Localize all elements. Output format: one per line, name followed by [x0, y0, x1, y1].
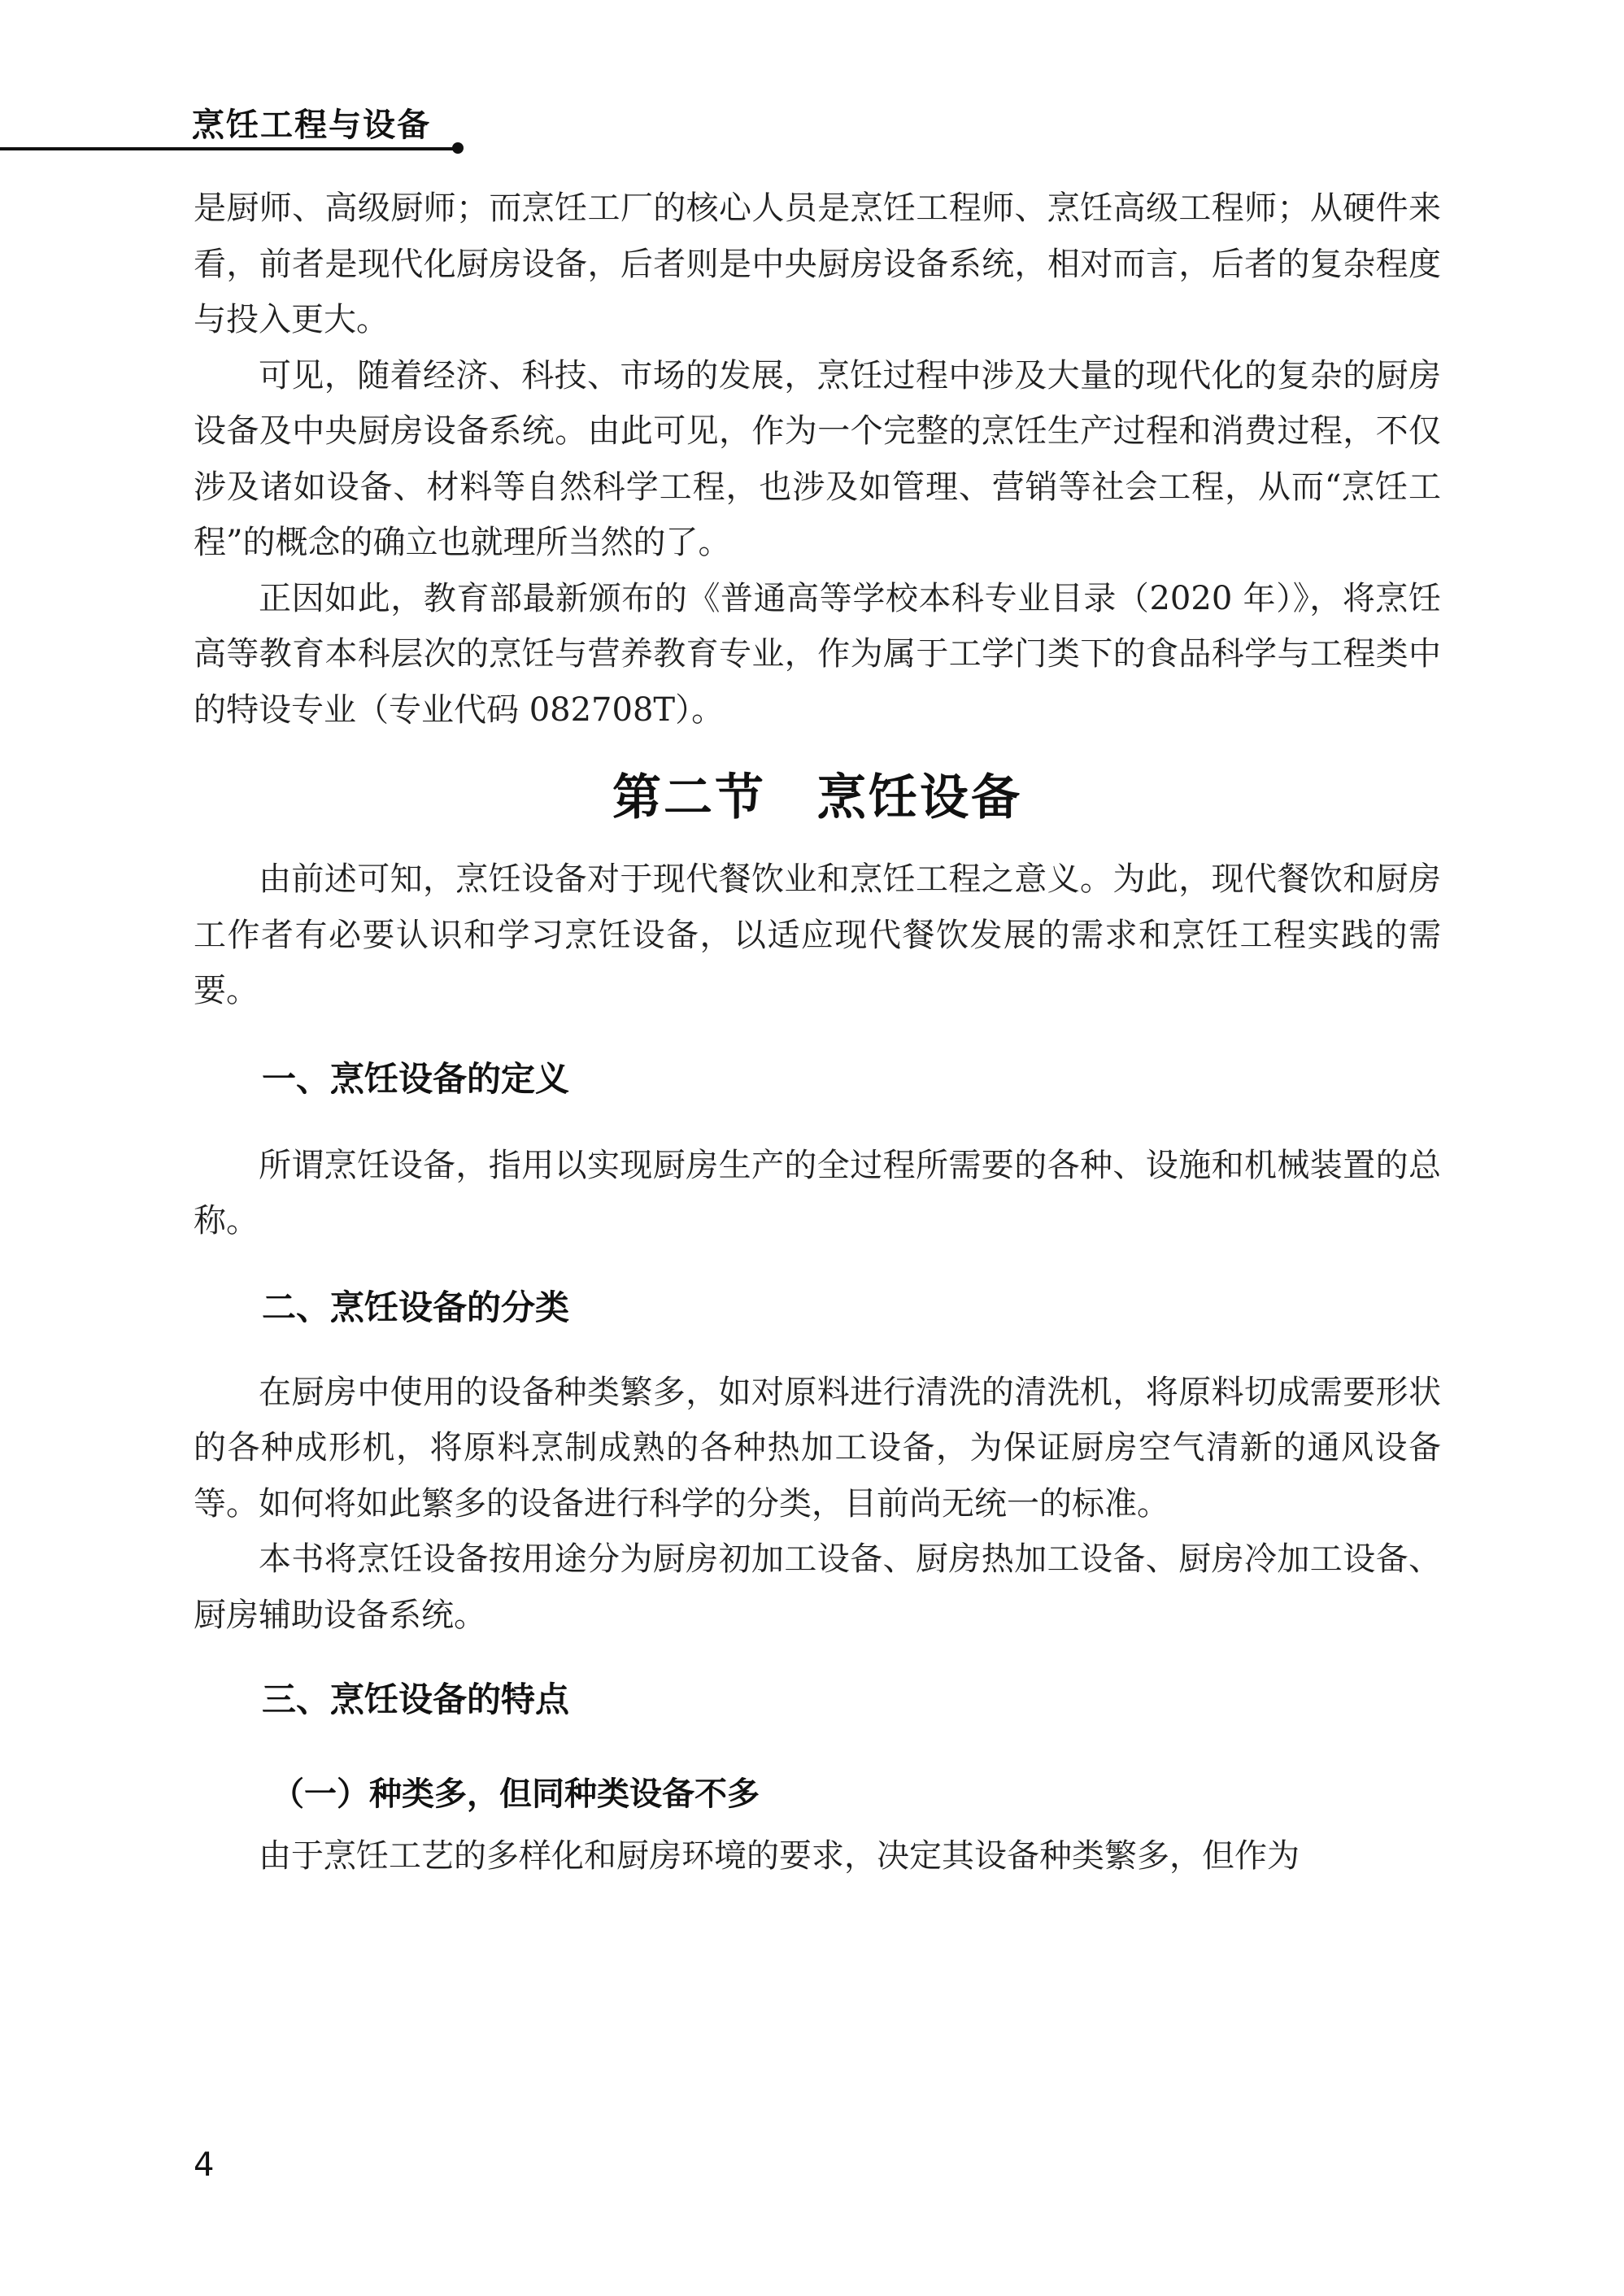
body-paragraph: 可见，随着经济、科技、市场的发展，烹饪过程中涉及大量的现代化的复杂的厨房设备及中央厨房设备系统。由此可见，作为一个完整的烹饪生产过程和消费过程，不仅涉及诸如设备、材料等自然科学工程，也涉及如管理、营销等社会工程，从而“烹饪工程”的概念的确立也就理所当然的了。: [194, 356, 1441, 561]
body-paragraph: 本书将烹饪设备按用途分为厨房初加工设备、厨房热加工设备、厨房冷加工设备、厨房辅助设备系统。: [194, 1540, 1441, 1634]
header-rule: [0, 147, 458, 150]
subsection-heading: 一、烹饪设备的定义: [262, 1058, 570, 1099]
subsection-heading: 三、烹饪设备的特点: [262, 1680, 570, 1719]
page-body: [194, 181, 1441, 1884]
body-paragraph: 所谓烹饪设备，指用以实现厨房生产的全过程所需要的各种、设施和机械装置的总称。: [194, 1146, 1441, 1239]
running-header-title: 烹饪工程与设备: [192, 107, 431, 144]
body-paragraph: 正因如此，教育部最新颁布的《普通高等学校本科专业目录（2020 年）》，将烹饪高等教育本科层次的烹饪与营养教育专业，作为属于工学门类下的食品科学与工程类中的特设专业（专业代码 082708T）。: [194, 579, 1441, 729]
subsection-heading: 二、烹饪设备的分类: [262, 1287, 570, 1327]
page-number: 4: [194, 2146, 215, 2184]
section-title: 第二节 烹饪设备: [612, 769, 1022, 826]
body-paragraph: 是厨师、高级厨师；而烹饪工厂的核心人员是烹饪工程师、烹饪高级工程师；从硬件来看，前者是现代化厨房设备，后者则是中央厨房设备系统，相对而言，后者的复杂程度与投入更大。: [194, 190, 1441, 338]
body-paragraph: 在厨房中使用的设备种类繁多，如对原料进行清洗的清洗机，将原料切成需要形状的各种成形机，将原料烹制成熟的各种热加工设备，为保证厨房空气清新的通风设备等。如何将如此繁多的设备进行科学的分类，目前尚无统一的标准。: [194, 1373, 1441, 1523]
body-paragraph: 由前述可知，烹饪设备对于现代餐饮业和烹饪工程之意义。为此，现代餐饮和厨房工作者有必要认识和学习烹饪设备，以适应现代餐饮发展的需求和烹饪工程实践的需要。: [194, 860, 1441, 1009]
sub-subsection-heading: （一）种类多，但同种类设备不多: [272, 1775, 760, 1813]
body-paragraph: 由于烹饪工艺的多样化和厨房环境的要求，决定其设备种类繁多，但作为: [259, 1837, 1300, 1875]
header-rule-dot: [452, 142, 464, 154]
